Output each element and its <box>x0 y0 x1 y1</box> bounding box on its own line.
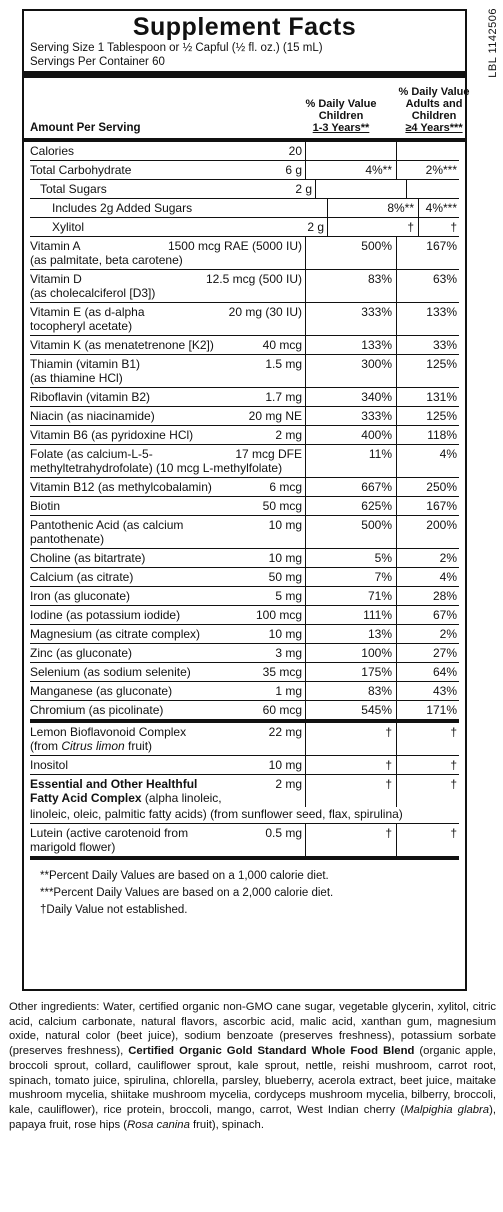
dv-children: 400% <box>306 426 397 444</box>
nutrient-name: Vitamin B6 (as pyridoxine HCl) <box>30 428 194 442</box>
table-row <box>30 445 459 478</box>
nutrient-amount: 0.5 mg <box>260 824 306 856</box>
nutrient-amount: 22 mg <box>260 723 306 755</box>
nutrient-amount: 1.5 mg <box>225 355 306 387</box>
footnote: **Percent Daily Values are based on a 1,000 calorie diet. <box>40 870 329 882</box>
nutrient-name: Calories <box>30 144 75 158</box>
dv-children: 625% <box>306 497 397 515</box>
dv-adults: 28% <box>432 589 457 603</box>
table-row <box>30 644 459 663</box>
nutrient-amount: 1500 mcg RAE (5000 IU) <box>155 237 306 269</box>
table-row <box>30 756 459 775</box>
dv-adults-line2: Adults and Children <box>405 98 463 122</box>
serving-size: Serving Size 1 Tablespoon or ½ Capful (½ fl. oz.) (15 mL) <box>30 42 323 54</box>
dv-children: 83% <box>306 682 397 700</box>
footnotes <box>30 868 459 919</box>
dv-children-header <box>298 98 384 134</box>
nutrient-name: Total Carbohydrate <box>30 163 132 177</box>
table-row <box>30 625 459 644</box>
dv-children: † <box>306 824 397 856</box>
dv-adults: 131% <box>426 390 457 404</box>
dv-adults: 125% <box>426 409 457 423</box>
nutrient-amount: 10 mg <box>225 549 306 567</box>
nutrient-amount: 60 mcg <box>225 701 306 719</box>
nutrient-amount: 1 mg <box>225 682 306 700</box>
dv-children: † <box>328 218 419 236</box>
column-header <box>30 78 470 138</box>
dv-children-line3: 1-3 Years** <box>312 122 370 134</box>
nutrient-amount: 10 mg <box>260 756 306 774</box>
nutrient-rows <box>30 142 459 723</box>
table-row <box>30 663 459 682</box>
table-row <box>30 303 459 336</box>
dv-children <box>306 142 397 160</box>
panel-title: Supplement Facts <box>132 13 357 41</box>
dv-children: 667% <box>306 478 397 496</box>
nutrient-amount: 50 mcg <box>225 497 306 515</box>
table-row <box>30 142 459 161</box>
nutrient-name: Total Sugars <box>40 182 107 196</box>
nutrient-name: Magnesium (as citrate complex) <box>30 627 201 641</box>
dv-children: 333% <box>306 407 397 425</box>
dv-children: 11% <box>306 445 397 477</box>
table-row <box>30 218 459 237</box>
table-row <box>30 336 459 355</box>
dv-adults: 4% <box>439 447 457 461</box>
table-row <box>30 587 459 606</box>
dv-children: † <box>305 775 397 807</box>
nutrient-amount: 2 g <box>235 180 316 198</box>
dv-adults-line1: % Daily Value <box>398 86 470 98</box>
nutrient-name: Vitamin E (as d-alpha tocopheryl acetate) <box>30 305 145 333</box>
nutrient-name: Lutein (active carotenoid from marigold flower) <box>30 826 189 854</box>
dv-adults: 2%*** <box>425 163 457 177</box>
table-row <box>30 568 459 587</box>
nutrient-name: Calcium (as citrate) <box>30 570 134 584</box>
nutrient-name: Riboflavin (vitamin B2) <box>30 390 151 404</box>
footnote: †Daily Value not established. <box>40 904 188 916</box>
dv-adults: 64% <box>432 665 457 679</box>
other-ingredients: Other ingredients: Water, certified organic non-GMO cane sugar, vegetable glycerin, xylitol, citric acid, calcium carbonate, natural flavors, ascorbic acid, malic acid, xanthan gum, magnesium oxide, natural color (beet juice), sodium benzoate (preserves freshness), potassium sorbate (preserves freshness), Certified Organic Gold Standard Whole Food Blend (organic apple, broccoli sprout, collard, cauliflower sprout, kale sprout, nettle, reishi mushroom, carrot root, spinach, tomato juice, spirulina, chlorella, parsley, blueberry, acerola extract, beet juice, maitake mushroom mycelia, shiitake mushroom mycelia, cordyceps mushroom mycelia, bilberry, broccoli, kale, cauliflower), rice protein, broccoli, mango, carrot, West Indian cherry (Malpighia glabra), papaya fruit, rose hips (Rosa canina fruit), spinach. <box>9 1001 496 1131</box>
table-row <box>30 775 459 824</box>
nutrient-name: Selenium (as sodium selenite) <box>30 665 191 679</box>
nutrient-name-line3: linoleic, oleic, palmitic fatty acids) (from sunflower seed, flax, spirulina) <box>30 807 403 821</box>
dv-adults <box>397 142 459 160</box>
table-row <box>30 407 459 426</box>
table-row <box>30 388 459 407</box>
nutrient-name: Thiamin (vitamin B1) (as thiamine HCl) <box>30 357 141 385</box>
dv-adults: † <box>450 826 457 840</box>
nutrient-name: Vitamin A (as palmitate, beta carotene) <box>30 239 183 267</box>
table-row <box>30 237 459 270</box>
nutrient-amount: 100 mcg <box>225 606 306 624</box>
nutrient-amount: 20 mg NE <box>225 407 306 425</box>
nutrient-amount: 40 mcg <box>225 336 306 354</box>
dv-adults: 167% <box>426 499 457 513</box>
dv-adults: 250% <box>426 480 457 494</box>
nutrient-amount: 10 mg <box>225 516 306 548</box>
dv-adults: 171% <box>426 703 457 717</box>
nutrient-name: Vitamin K (as menatetrenone [K2]) <box>30 338 214 352</box>
dv-children: 175% <box>306 663 397 681</box>
nutrient-amount: 12.5 mcg (500 IU) <box>155 270 306 302</box>
nutrient-amount: 50 mg <box>225 568 306 586</box>
nutrient-name: Iron (as gluconate) <box>30 589 131 603</box>
dv-adults: 133% <box>426 305 457 319</box>
dv-children <box>316 180 407 198</box>
nutrient-name: Xylitol <box>52 220 85 234</box>
nutrient-name: Iodine (as potassium iodide) <box>30 608 181 622</box>
nutrient-name: Choline (as bitartrate) <box>30 551 146 565</box>
table-row <box>30 355 459 388</box>
dv-children: 4%** <box>306 161 397 179</box>
supplement-facts-panel <box>22 9 470 991</box>
dv-adults: 63% <box>432 272 457 286</box>
dv-adults <box>407 180 459 198</box>
nutrient-name: Niacin (as niacinamide) <box>30 409 155 423</box>
dv-adults: 125% <box>426 357 457 371</box>
dv-adults: † <box>450 725 457 739</box>
nutrient-name: Includes 2g Added Sugars <box>52 201 193 215</box>
table-row <box>30 180 459 199</box>
nutrient-name: Chromium (as picolinate) <box>30 703 164 717</box>
dv-adults: 167% <box>426 239 457 253</box>
dv-children: † <box>306 756 397 774</box>
nutrient-amount: 20 <box>225 142 306 160</box>
blend-rows <box>30 723 459 860</box>
nutrient-amount: 5 mg <box>225 587 306 605</box>
nutrient-name: Pantothenic Acid (as calcium pantothenate) <box>30 518 184 546</box>
dv-adults: 27% <box>432 646 457 660</box>
nutrient-name: Folate (as calcium-L-5- methyltetrahydrofolate) (10 mcg L-methylfolate) <box>30 447 283 475</box>
dv-adults: † <box>450 758 457 772</box>
nutrient-amount: 35 mcg <box>225 663 306 681</box>
table-row <box>30 549 459 568</box>
dv-children: 545% <box>306 701 397 719</box>
thick-divider <box>24 71 465 78</box>
dv-children-line1: % Daily Value <box>305 98 377 110</box>
nutrient-amount: 2 mg <box>275 777 302 791</box>
nutrient-name: Biotin <box>30 499 61 513</box>
dv-adults: 4%*** <box>425 201 457 215</box>
dv-children: 500% <box>306 237 397 269</box>
table-row <box>30 606 459 625</box>
nutrient-amount: 1.7 mg <box>225 388 306 406</box>
dv-children-line2: Children <box>318 110 364 122</box>
dv-adults: 33% <box>432 338 457 352</box>
nutrient-amount: 10 mg <box>225 625 306 643</box>
dv-children: 7% <box>306 568 397 586</box>
table-row <box>30 723 459 756</box>
dv-children: 333% <box>306 303 397 335</box>
dv-children: 8%** <box>328 199 419 217</box>
nutrient-name: Lemon Bioflavonoid Complex (from Citrus limon fruit) <box>30 725 187 753</box>
nutrient-name: Manganese (as gluconate) <box>30 684 173 698</box>
dv-children: 340% <box>306 388 397 406</box>
dv-children: 500% <box>306 516 397 548</box>
nutrient-amount: 20 mg (30 IU) <box>155 303 306 335</box>
dv-adults: † <box>450 220 457 234</box>
table-row <box>30 701 459 723</box>
label-code: LBL 1142506 <box>487 8 499 78</box>
nutrient-amount: 2 g <box>247 218 328 236</box>
dv-adults: 2% <box>439 551 457 565</box>
dv-children: 300% <box>306 355 397 387</box>
dv-adults: 67% <box>432 608 457 622</box>
dv-children: 71% <box>306 587 397 605</box>
table-row <box>30 497 459 516</box>
amount-per-serving-label: Amount Per Serving <box>30 122 141 134</box>
footnote: ***Percent Daily Values are based on a 2,000 calorie diet. <box>40 887 334 899</box>
table-row <box>30 824 459 860</box>
nutrient-amount: 6 g <box>225 161 306 179</box>
dv-children: 13% <box>306 625 397 643</box>
nutrient-name: Vitamin D (as cholecalciferol [D3]) <box>30 272 156 300</box>
table-row <box>30 478 459 497</box>
table-row <box>30 270 459 303</box>
nutrient-name: Inositol <box>30 758 69 772</box>
servings-per-container: Servings Per Container 60 <box>30 56 165 68</box>
table-row <box>30 516 459 549</box>
dv-adults: 4% <box>439 570 457 584</box>
dv-adults: † <box>450 777 457 791</box>
table-row <box>30 161 459 180</box>
nutrient-amount: 6 mcg <box>225 478 306 496</box>
dv-adults: 118% <box>427 428 457 442</box>
dv-children: 100% <box>306 644 397 662</box>
dv-adults: 200% <box>426 518 457 532</box>
nutrient-name: Essential and Other Healthful Fatty Acid Complex (alpha linoleic, <box>30 777 222 805</box>
nutrient-name: Vitamin B12 (as methylcobalamin) <box>30 480 212 494</box>
dv-children: 5% <box>306 549 397 567</box>
dv-children: 111% <box>306 606 397 624</box>
dv-children: 133% <box>306 336 397 354</box>
table-row <box>30 682 459 701</box>
nutrient-name: Zinc (as gluconate) <box>30 646 133 660</box>
dv-children: 83% <box>306 270 397 302</box>
table-row <box>30 426 459 445</box>
nutrient-amount <box>247 199 328 217</box>
dv-adults-line3: ≥4 Years*** <box>405 122 463 134</box>
dv-children: † <box>306 723 397 755</box>
dv-adults: 2% <box>439 627 457 641</box>
dv-adults-header <box>388 86 480 134</box>
nutrient-amount: 17 mcg DFE <box>225 445 306 477</box>
dv-adults: 43% <box>432 684 457 698</box>
nutrient-amount: 2 mg <box>225 426 306 444</box>
nutrient-amount: 3 mg <box>225 644 306 662</box>
table-row <box>30 199 459 218</box>
